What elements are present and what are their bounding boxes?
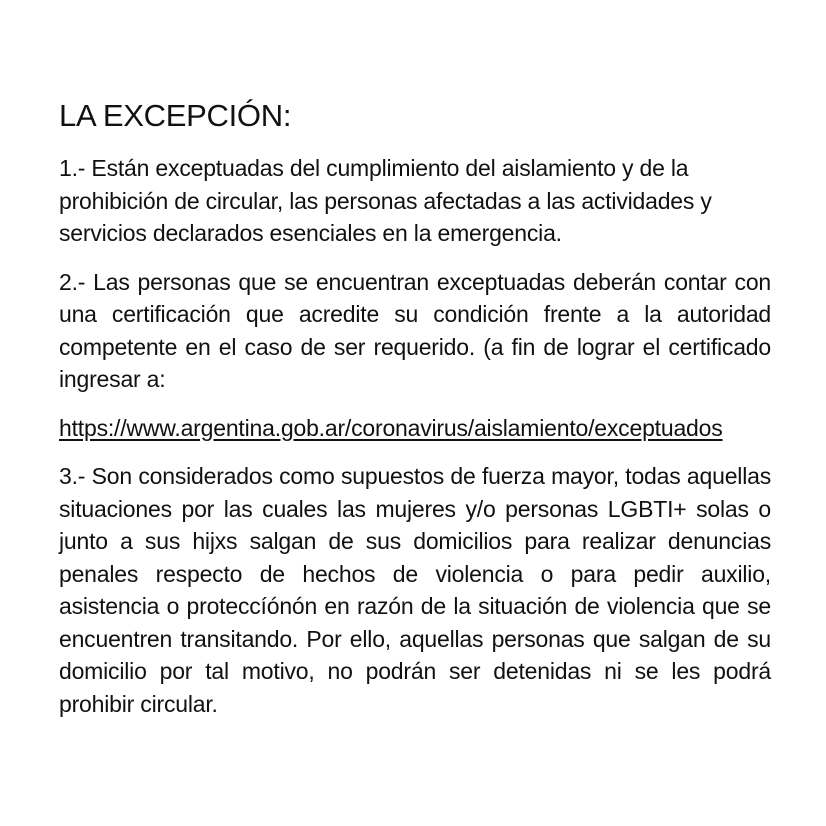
- page-title: LA EXCEPCIÓN:: [59, 98, 292, 133]
- paragraph-exception-3: 3.- Son considerados como supuestos de fuerza mayor, todas aquellas situaciones por las cuales las mujeres y/o personas LGBTI+ solas o junto a sus hijxs salgan de sus domicilios para realizar denuncias penales respecto de hechos de violencia o para pedir auxilio, asistencia o proteccíónón en razón de la situación de violencia que se encuentren transitando. Por ello, aquellas personas que salgan de su domicilio por tal motivo, no podrán ser detenidas ni se les podrá prohibir circular.: [59, 463, 771, 717]
- document-body: [59, 97, 771, 736]
- paragraph-exception-2: 2.- Las personas que se encuentran exceptuadas deberán contar con una certificación que acredite su condición frente a la autoridad competente en el caso de ser requerido. (a fin de lograr el certificado ingresar a:: [59, 268, 771, 392]
- paragraph-exception-1: 1.- Están exceptuadas del cumplimiento del aislamiento y de la prohibición de circular, las personas afectadas a las actividades y servicios declarados esenciales en la emergencia.: [59, 155, 712, 246]
- certificate-link[interactable]: https://www.argentina.gob.ar/coronavirus/aislamiento/exceptuados: [59, 414, 723, 441]
